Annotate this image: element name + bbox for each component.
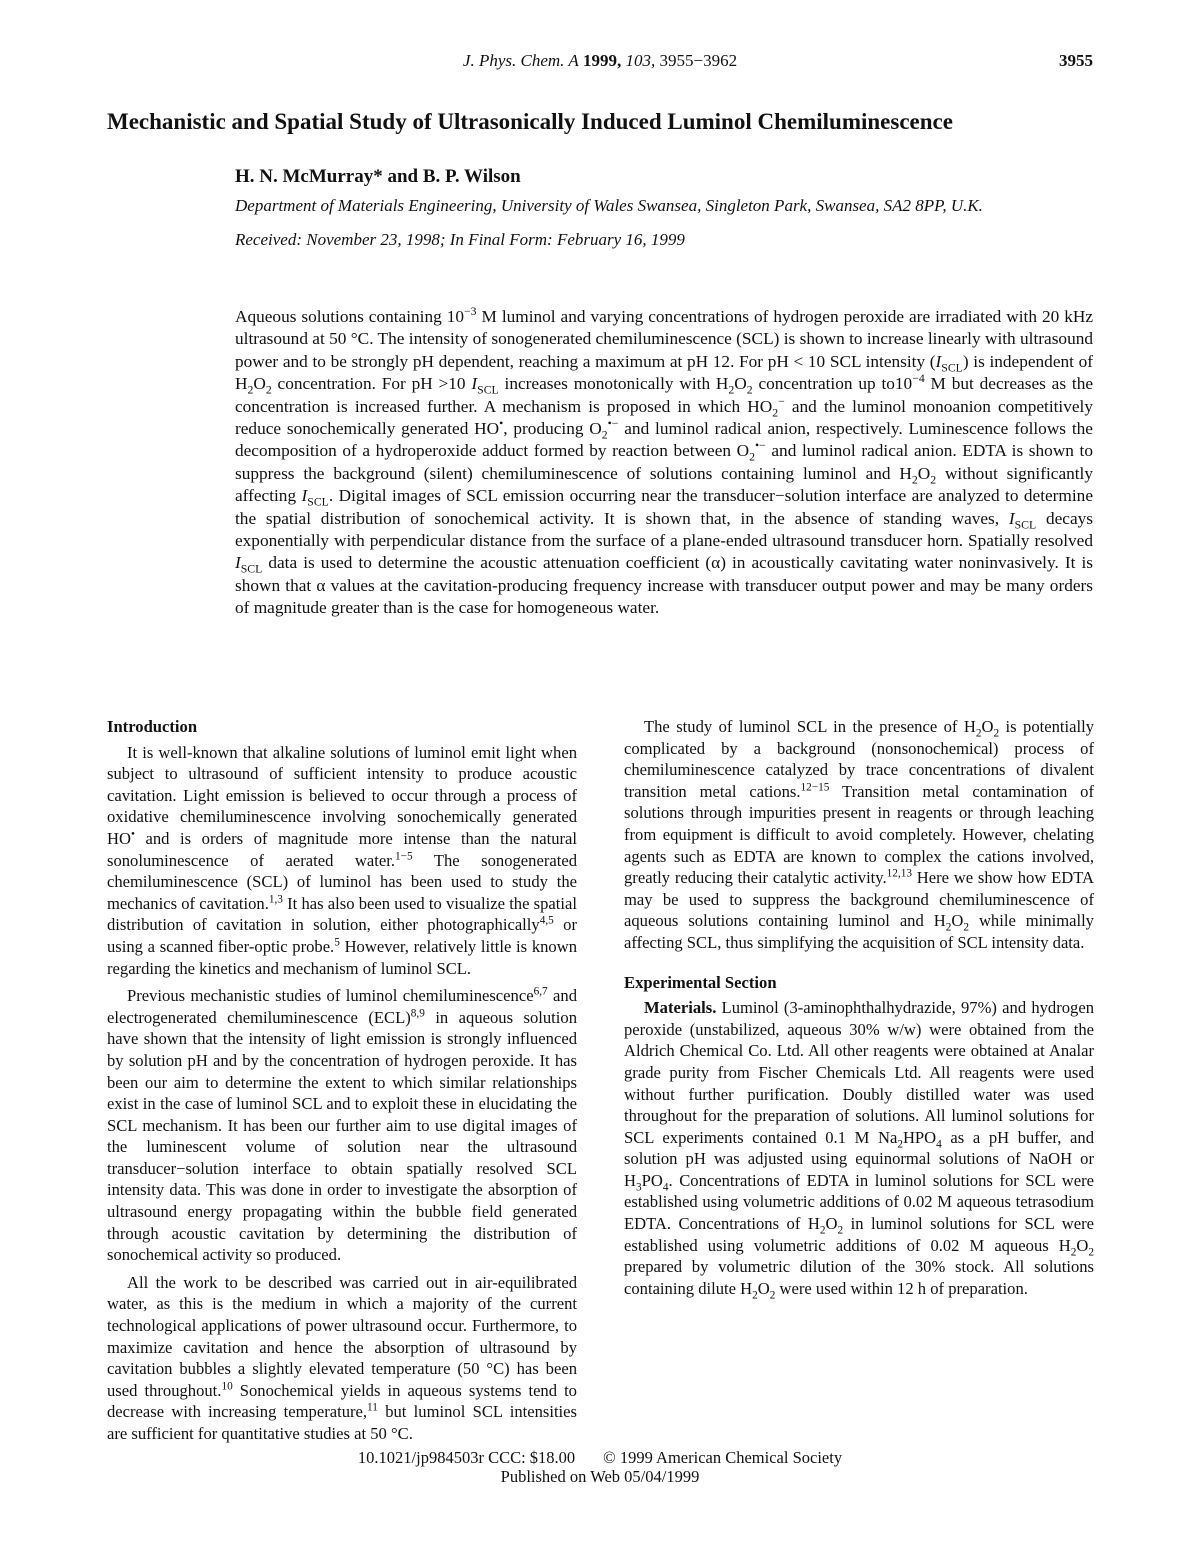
page-number: 3955 (1059, 51, 1093, 70)
paper-title: Mechanistic and Spatial Study of Ultrasonically Induced Luminol Chemiluminescence (107, 109, 953, 134)
intro-paragraph-3: All the work to be described was carried out in air-equilibrated water, as this is the medium in which a majority of the current technological applications of power ultrasound occur. Furthermore, to maximize cavitation and hence the absorption of ultrasound by cavitation bubbles a slightly elevated temperature (50 °C) has been used throughout.$^{10}$ Sonochemical yields in aqueous systems tend to decrease with increasing temperature,$^{11}$ but luminol SCL intensities are sufficient for quantitative studies at 50 °C. (107, 1272, 577, 1443)
intro-paragraph-4: The study of luminol SCL in the presence of $H_2O_2$ is potentially complicated by a background (nonsonochemical) process of chemiluminescence catalyzed by trace concentrations of divalent transition metal cations.$^{12-15}$ Transition metal contamination of solutions through impurities present in reagents or through leaching from equipment is difficult to avoid completely. However, chelating agents such as EDTA are known to complex the cations involved, greatly reducing their catalytic activity.$^{12,13}$ Here we show how EDTA may be used to suppress the background chemiluminescence of aqueous solutions containing luminol and $H_2O_2$ while minimally affecting SCL, thus simplifying the acquisition of SCL intensity data. (624, 717, 1094, 952)
intro-paragraph-2: Previous mechanistic studies of luminol chemiluminescence$^{6,7}$ and electrogenerated chemiluminescence (ECL)$^{8,9}$ in aqueous solution have shown that the intensity of light emission is strongly influenced by solution pH and by the concentration of hydrogen peroxide. It has been our aim to determine the extent to which similar relationships exist in the case of luminol SCL and to exploit these in elucidating the SCL mechanism. It has been our further aim to use digital images of the luminescent volume of solution near the ultrasound transducer−solution interface to obtain spatially resolved SCL intensity data. This was done in order to investigate the absorption of ultrasound energy propagating within the bubble field generated through acoustic cavitation by determining the distribution of sonochemical activity so produced. (107, 985, 578, 1265)
journal-pages: 3955−3962 (659, 51, 738, 70)
journal-volume: 103, (625, 51, 656, 70)
materials-paragraph: Materials. Luminol (3-aminophthalhydrazide, 97%) and hydrogen peroxide (unstabilized, aqueous 30% w/w) were obtained from the Aldrich Chemical Co. Ltd. All other reagents were obtained at Analar grade purity from Fischer Chemicals Ltd. All reagents were used without further purification. Doubly distilled water was used throughout for the preparation of solutions. All luminol solutions for SCL experiments contained 0.1 M $Na_2HPO_4$ as a pH buffer, and solution pH was adjusted using equinormal solutions of NaOH or $H_3PO_4$. Concentrations of EDTA in luminol solutions for SCL were established using volumetric additions of 0.02 M aqueous tetrasodium EDTA. Concentrations of $H_2O_2$ in luminol solutions for SCL were established using volumetric additions of 0.02 M aqueous $H_2O_2$ prepared by volumetric dilution of the 30% stock. All solutions containing dilute $H_2O_2$ were used within 12 h of preparation. (624, 998, 1094, 1302)
materials-run-in-heading: Materials. (644, 998, 717, 1018)
authors: H. N. McMurray* and B. P. Wilson (235, 166, 521, 187)
introduction-heading: Introduction (107, 717, 198, 736)
journal-year: 1999, (583, 51, 622, 70)
affiliation: Department of Materials Engineering, University of Wales Swansea, Singleton Park, Swansea, SA2 8PP, U.K. (235, 196, 983, 215)
left-column (107, 716, 577, 1451)
intro-paragraph-1: It is well-known that alkaline solutions of luminol emit light when subject to ultrasound of sufficient intensity to produce acoustic cavitation. Light emission is believed to occur through a process of oxidative chemiluminescence involving sonochemically generated HO• and is orders of magnitude more intense than the natural sonoluminescence of aerated water.$^{1-5}$ The sonogenerated chemiluminescence (SCL) of luminol has been used to study the mechanics of cavitation.$^{1,3}$ It has also been used to visualize the spatial distribution of cavitation in solution, either photographically$^{4,5}$ or using a scanned fiber-optic probe.$^5$ However, relatively little is known regarding the kinetics and mechanism of luminol SCL. (107, 742, 577, 978)
running-header (0, 50, 1200, 72)
doi-ccc: 10.1021/jp984503r CCC: $18.00 (357, 1448, 576, 1467)
experimental-heading: Experimental Section (624, 972, 777, 992)
received-dates: Received: November 23, 1998; In Final Form: February 16, 1999 (235, 230, 685, 249)
page-footer (0, 1448, 1200, 1486)
copyright: © 1999 American Chemical Society (603, 1448, 843, 1467)
published-date: Published on Web 05/04/1999 (500, 1467, 700, 1486)
abstract: Aqueous solutions containing $10^{-3}$ M luminol and varying concentrations of hydrogen peroxide are irradiated with 20 kHz ultrasound at 50 °C. The intensity of sonogenerated chemiluminescence (SCL) is shown to increase linearly with ultrasound power and to be strongly pH dependent, reaching a maximum at pH 12. For pH < 10 SCL intensity $(I_{SCL})$ is independent of $H_2O_2$ concentration. For pH >10 $I_{SCL}$ increases monotonically with $H_2O_2$ concentration up $to10^{-4}$ M but decreases as the concentration is increased further. A mechanism is proposed in which $HO_2^-$ and the luminol monoanion competitively reduce sonochemically generated HO•, producing $O_2^{•-}$ and luminol radical anion, respectively. Luminescence follows the decomposition of a hydroperoxide adduct formed by reaction between $O_2^{•-}$ and luminol radical anion. EDTA is shown to suppress the background (silent) chemiluminescence of solutions containing luminol and $H_2O_2$ without significantly affecting $I_{SCL}$. Digital images of SCL emission occurring near the transducer−solution interface are analyzed to determine the spatial distribution of sonochemical activity. It is shown that, in the absence of standing waves, $I_{SCL}$ decays exponentially with perpendicular distance from the surface of a plane-ended ultrasound transducer horn. Spatially resolved $I_{SCL}$ data is used to determine the acoustic attenuation coefficient (α) in acoustically cavitating water noninvasively. It is shown that α values at the cavitation-producing frequency increase with transducer output power and may be many orders of magnitude greater than is the case for homogeneous water. (235, 305, 1093, 618)
journal-name: J. Phys. Chem. A (462, 51, 579, 70)
right-column (624, 716, 1094, 1305)
